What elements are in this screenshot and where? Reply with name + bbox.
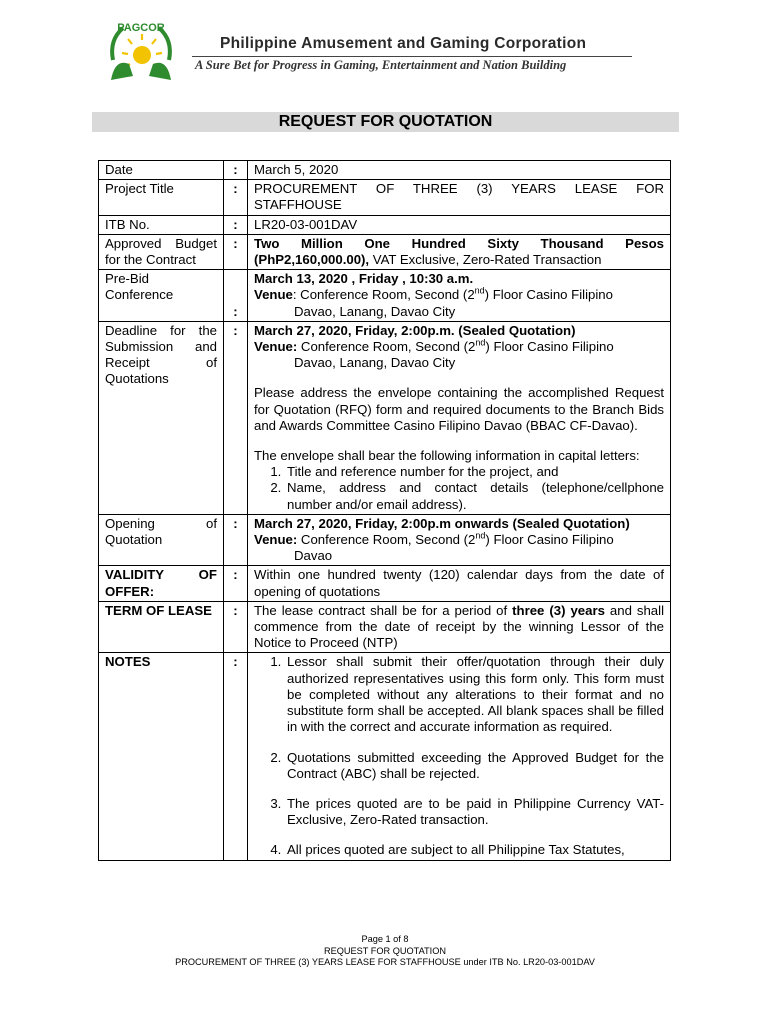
deadline-venue: Venue: Conference Room, Second (2nd) Floor Casino Filipino	[254, 337, 614, 355]
list-item: 2. Quotations submitted exceeding the Approved Budget for the Contract (ABC) shall be rejected.	[285, 750, 664, 782]
page-footer	[0, 934, 770, 969]
deadline-datetime: March 27, 2020, Friday, 2:00p.m. (Sealed Quotation)	[254, 322, 576, 338]
opening-venue-city: Davao	[294, 548, 333, 564]
value-prebid	[248, 270, 671, 322]
label-itb: ITB No.	[99, 215, 224, 234]
label-deadline: Deadline for the Submission and Receipt of Quotations	[99, 321, 224, 514]
envelope-info-list	[254, 464, 664, 513]
pagcor-logo	[105, 20, 177, 88]
abc-tax-note: VAT Exclusive, Zero-Rated Transaction	[369, 252, 602, 268]
document-title: REQUEST FOR QUOTATION	[92, 112, 679, 132]
colon: :	[224, 161, 248, 180]
row-project-title	[99, 180, 671, 215]
colon: :	[224, 566, 248, 601]
notes-list	[254, 654, 664, 858]
value-deadline	[248, 321, 671, 514]
svg-text:PAGCOR: PAGCOR	[117, 22, 165, 34]
colon: :	[224, 180, 248, 215]
row-deadline	[99, 321, 671, 514]
label-term: TERM OF LEASE	[99, 601, 224, 653]
colon: :	[224, 514, 248, 566]
row-opening	[99, 514, 671, 566]
page-number: Page 1 of 8	[361, 934, 409, 944]
list-item: 2. Name, address and contact details (telephone/cellphone number and/or email address).	[285, 480, 664, 512]
row-validity	[99, 566, 671, 601]
colon: :	[224, 653, 248, 860]
list-item: 1. Title and reference number for the project, and	[285, 464, 664, 480]
organization-tagline: A Sure Bet for Progress in Gaming, Entertainment and Nation Building	[195, 58, 567, 72]
envelope-label-instructions: The envelope shall bear the following information in capital letters:	[254, 448, 640, 464]
label-notes: NOTES	[99, 653, 224, 860]
organization-name: Philippine Amusement and Gaming Corporation	[220, 35, 587, 52]
value-date: March 5, 2020	[248, 161, 671, 180]
row-notes	[99, 653, 671, 860]
label-validity: VALIDITY OF OFFER:	[99, 566, 224, 601]
label-project-title: Project Title	[99, 180, 224, 215]
label-prebid: Pre-Bid Conference	[99, 270, 224, 322]
value-itb: LR20-03-001DAV	[248, 215, 671, 234]
list-item: 3. The prices quoted are to be paid in Philippine Currency VAT-Exclusive, Zero-Rated transaction.	[285, 796, 664, 828]
abc-amount: Two Million One Hundred Sixty Thousand Pesos (PhP2,160,000.00),	[254, 235, 664, 268]
row-term	[99, 601, 671, 653]
label-abc: Approved Budget for the Contract	[99, 234, 224, 269]
colon: :	[224, 321, 248, 514]
opening-datetime: March 27, 2020, Friday, 2:00p.m onwards (Sealed Quotation)	[254, 515, 630, 531]
footer-reference: PROCUREMENT OF THREE (3) YEARS LEASE FOR STAFFHOUSE under ITB No. LR20-03-001DAV	[175, 957, 595, 967]
label-opening: Opening of Quotation	[99, 514, 224, 566]
value-abc	[248, 234, 671, 269]
rfq-table	[98, 160, 671, 861]
row-date	[99, 161, 671, 180]
list-item: 4. All prices quoted are subject to all Philippine Tax Statutes,	[285, 842, 664, 858]
opening-venue: Venue: Conference Room, Second (2nd) Floor Casino Filipino	[254, 530, 614, 548]
colon: :	[224, 601, 248, 653]
colon: :	[224, 234, 248, 269]
colon: :	[224, 270, 248, 322]
deadline-venue-city: Davao, Lanang, Davao City	[294, 355, 456, 371]
prebid-venue: Venue: Conference Room, Second (2nd) Floor Casino Filipino	[254, 286, 613, 303]
header-divider	[192, 56, 632, 57]
value-validity: Within one hundred twenty (120) calendar days from the date of opening of quotations	[248, 566, 671, 601]
value-notes	[248, 653, 671, 860]
prebid-venue-city: Davao, Lanang, Davao City	[294, 303, 456, 319]
value-opening	[248, 514, 671, 566]
envelope-instructions: Please address the envelope containing the accomplished Request for Quotation (RFQ) form and required documents to the Branch Bids and Awards Committee Casino Filipino Davao (BBAC CF-Davao).	[254, 385, 664, 433]
value-term: The lease contract shall be for a period of three (3) years and shall commence from the date of receipt by the winning Lessor of the Notice to Proceed (NTP)	[248, 601, 671, 653]
footer-doc-title: REQUEST FOR QUOTATION	[324, 945, 446, 956]
colon: :	[224, 215, 248, 234]
row-prebid	[99, 270, 671, 322]
row-itb	[99, 215, 671, 234]
row-abc	[99, 234, 671, 269]
list-item: 1. Lessor shall submit their offer/quotation through their duly authorized representatives using this form only. This form must be completed without any alterations to their format and no substitute form shall be accepted. All blank spaces shall be filled in with the correct and accurate information as required.	[285, 654, 664, 735]
prebid-datetime: March 13, 2020 , Friday , 10:30 a.m.	[254, 271, 474, 287]
label-date: Date	[99, 161, 224, 180]
term-duration: three (3) years	[512, 602, 605, 618]
value-project-title: PROCUREMENT OF THREE (3) YEARS LEASE FOR STAFFHOUSE	[248, 180, 671, 215]
